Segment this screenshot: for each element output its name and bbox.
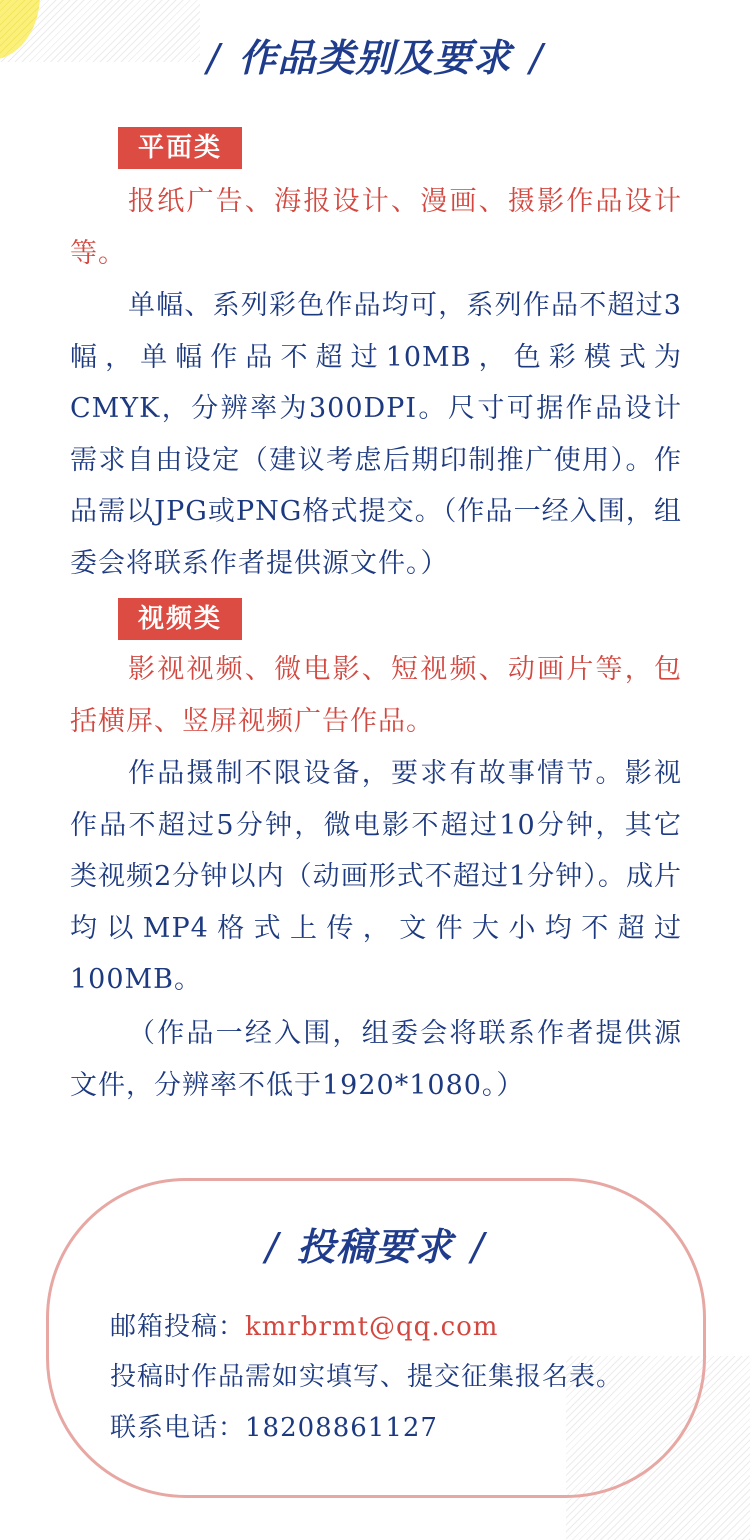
category-tag-print: 平面类 — [118, 127, 242, 169]
print-description: 报纸广告、海报设计、漫画、摄影作品设计等。 — [70, 186, 682, 269]
section-title-submission — [0, 1222, 750, 1272]
video-requirements: 作品摄制不限设备，要求有故事情节。影视作品不超过5分钟，微电影不超过10分钟，其它类视频2分钟以内（动画形式不超过1分钟）。成片均以MP4格式上传，文件大小均不超过100MB。 — [70, 758, 682, 995]
section-title-text: 作品类别及要求 — [238, 36, 512, 80]
slash-right: / — [529, 36, 544, 80]
slash-right: / — [471, 1225, 485, 1269]
phone-number[interactable]: 18208861127 — [245, 1413, 438, 1443]
video-description: 影视视频、微电影、短视频、动画片等，包括横屏、竖屏视频广告作品。 — [70, 654, 682, 737]
submission-instruction: 投稿时作品需如实填写、提交征集报名表。 — [110, 1362, 624, 1392]
email-line — [110, 1307, 498, 1347]
email-label: 邮箱投稿： — [110, 1312, 246, 1342]
email-link[interactable]: kmrbrmt@qq.com — [245, 1312, 499, 1342]
video-note: （作品一经入围，组委会将联系作者提供源文件，分辨率不低于1920*1080。） — [70, 1018, 682, 1101]
slash-left: / — [265, 1225, 279, 1269]
section-title-text: 投稿要求 — [296, 1225, 453, 1269]
phone-label: 联系电话： — [110, 1413, 246, 1443]
phone-line — [110, 1408, 438, 1448]
section-title-categories — [0, 33, 750, 83]
slash-left: / — [206, 36, 221, 80]
print-requirements: 单幅、系列彩色作品均可，系列作品不超过3幅，单幅作品不超过10MB，色彩模式为CMYK，分辨率为300DPI。尺寸可据作品设计需求自由设定（建议考虑后期印制推广使用）。作品需以JPG或PNG格式提交。（作品一经入围，组委会将联系作者提供源文件。） — [70, 290, 682, 579]
category-tag-video: 视频类 — [118, 598, 242, 640]
